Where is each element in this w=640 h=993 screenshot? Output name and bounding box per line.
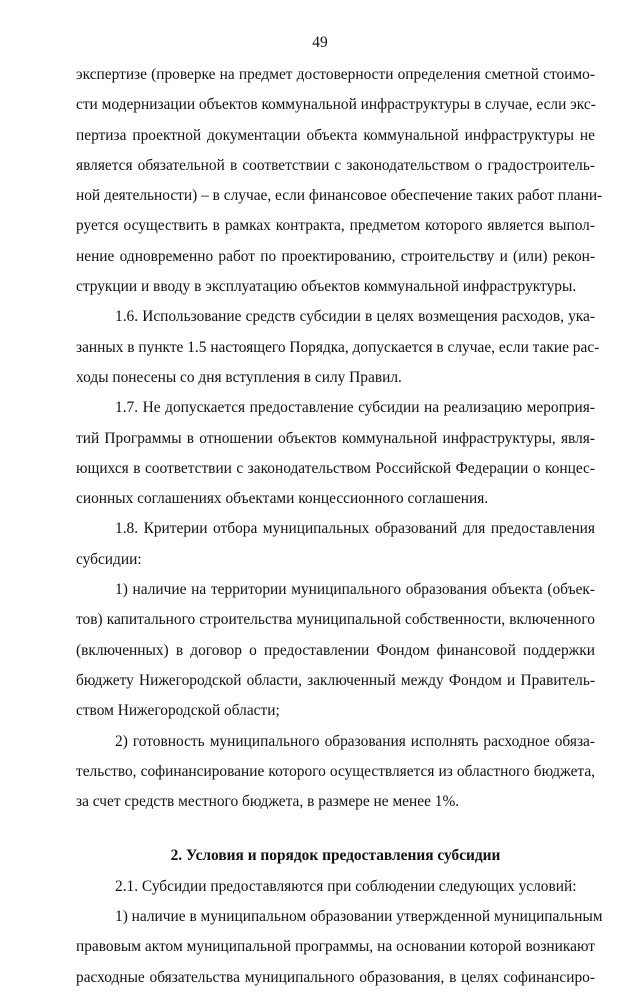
paragraph-1-6 xyxy=(76,302,600,393)
text-line: ющихся в соответствии с законодательством Российской Федерации о концес- xyxy=(76,459,595,477)
text-line: 1.8. Критерии отбора муниципальных образований для предоставления xyxy=(115,520,595,538)
text-line: тельство, софинансирование которого осуществляется из областного бюджета, xyxy=(76,762,595,780)
paragraph-1-8-item-2 xyxy=(76,727,595,818)
text-line: тий Программы в отношении объектов коммунальной инфраструктуры, явля- xyxy=(76,429,595,447)
paragraph-2-1 xyxy=(76,872,595,902)
text-line: тов) капитального строительства муниципальной собственности, включенного xyxy=(76,611,595,629)
section-heading: 2. Условия и порядок предоставления субсидии xyxy=(170,847,501,865)
page-number: 49 xyxy=(312,34,328,51)
text-line: правовым актом муниципальной программы, на основании которой возникают xyxy=(76,938,595,956)
text-line: 1) наличие на территории муниципального образования объекта (объек- xyxy=(115,581,595,599)
text-line: 1) наличие в муниципальном образовании утвержденной муниципальным xyxy=(115,908,603,926)
text-line: расходные обязательства муниципального образования, в целях софинансиро- xyxy=(76,968,595,986)
text-line: 2) готовность муниципального образования исполнять расходное обяза- xyxy=(115,732,595,750)
text-line: сти модернизации объектов коммунальной инфраструктуры в случае, если экс- xyxy=(76,96,596,114)
text-line: 1.6. Использование средств субсидии в целях возмещения расходов, ука- xyxy=(115,308,595,326)
text-line: занных в пункте 1.5 настоящего Порядка, допускается в случае, если такие рас- xyxy=(76,338,600,356)
text-line: ходы понесены со дня вступления в силу Правил. xyxy=(76,368,402,386)
text-line: ной деятельности) – в случае, если финансовое обеспечение таких работ плани- xyxy=(76,187,603,205)
section-spacer xyxy=(76,817,595,841)
text-line: пертиза проектной документации объекта коммунальной инфраструктуры не xyxy=(76,126,595,144)
paragraph-1-7 xyxy=(76,393,595,514)
text-line: руется осуществить в рамках контракта, предметом которого является выпол- xyxy=(76,217,595,235)
paragraph-continued xyxy=(76,60,603,302)
text-line: струкции и вводу в эксплуатацию объектов коммунальной инфраструктуры. xyxy=(76,278,577,296)
text-line: нение одновременно работ по проектированию, строительству и (или) рекон- xyxy=(76,247,595,265)
text-line: за счет средств местного бюджета, в размере не менее 1%. xyxy=(76,793,460,811)
paragraph-2-1-item-1 xyxy=(76,902,603,993)
paragraph-1-8-item-1 xyxy=(76,575,595,726)
text-line: экспертизе (проверке на предмет достоверности определения сметной стоимо- xyxy=(76,66,595,83)
page-body xyxy=(76,60,603,993)
text-line: бюджету Нижегородской области, заключенный между Фондом и Правитель- xyxy=(76,671,595,689)
text-line: субсидии: xyxy=(76,550,142,568)
paragraph-1-8 xyxy=(76,514,595,575)
text-line: 1.7. Не допускается предоставление субсидии на реализацию мероприя- xyxy=(115,399,595,417)
text-line: ством Нижегородской области; xyxy=(76,702,280,720)
text-line: 2.1. Субсидии предоставляются при соблюдении следующих условий: xyxy=(115,877,577,895)
text-line: сионных соглашениях объектами концессионного соглашения. xyxy=(76,490,489,508)
text-line: (включенных) в договор о предоставлении Фондом финансовой поддержки xyxy=(76,641,595,659)
text-line: является обязательной в соответствии с законодательством о градостроитель- xyxy=(76,156,595,174)
